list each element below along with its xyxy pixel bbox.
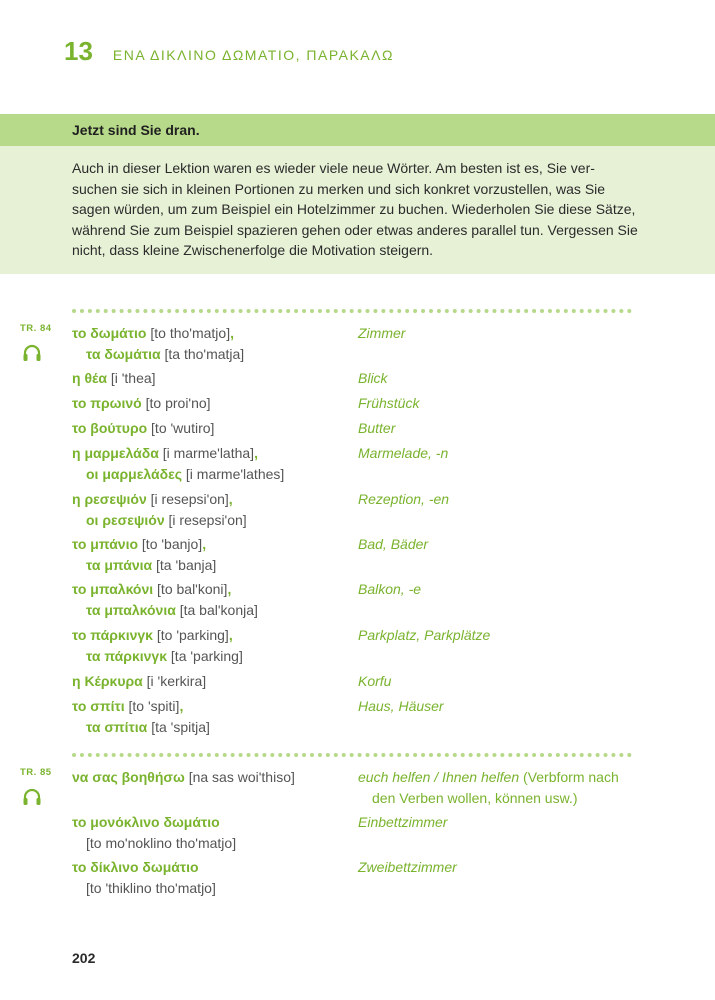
transcription: [to proi'no] [145,395,211,411]
german-translation [358,767,658,809]
info-box-text: Auch in dieser Lektion waren es wieder viele neue Wörter. Am besten ist es, Sie ver- suchen sie sich in kleinen Portionen zu merken und sich konkret vorzustellen, was Sie sagen würden, um zum Beispiel ein Hotelzimmer zu buchen. Wiederholen Sie diese Sätze, während Sie zum Beispiel spazieren gehen oder etwas anderes parallel tun. Vergessen Sie nicht, dass kleine Zwischenerfolge die Motivation steigern. [72,160,638,258]
greek-phrase: το μονόκλινο δωμάτιο [72,814,220,830]
chapter-title: ΕΝΑ ΔΙΚΛΙΝΟ ΔΩΜΑΤΙΟ, ΠΑΡΑΚΑΛΩ [112,47,394,63]
transcription: [to mo'noklino tho'matjo] [86,835,237,851]
german-translation: Korfu [358,673,392,689]
vocab-entry: η ρεσεψιόν [i resepsi'on], οι ρεσεψιόν [i resepsi'on] Rezeption, -en [72,491,450,528]
greek-phrase: το δίκλινο δωμάτιο [72,859,199,875]
german-translation: Butter [358,420,396,436]
greek-phrase: να σας βοηθήσω [72,769,185,785]
greek-plural: τα πάρκινγκ [86,648,168,664]
greek-plural: οι ρεσεψιόν [86,512,165,528]
chapter-header [64,36,394,67]
german-translation-note: (Verbform nach [523,769,619,785]
greek-word: το σπίτι [72,698,125,714]
vocab-entry [72,671,672,692]
greek-plural: τα μπαλκόνια [86,602,176,618]
greek-plural: τα μπάνια [86,557,153,573]
info-box-body [0,146,715,274]
dotted-divider [72,309,632,313]
info-box-header [0,114,715,146]
headphones-icon [22,344,42,362]
german-translation: Balkon, -e [358,581,422,597]
vocab-entry [72,857,672,899]
headphones-icon [22,788,42,806]
transcription: [i 'thea] [110,370,156,386]
transcription: [to bal'koni] [157,581,228,597]
greek-word: η μαρμελάδα [72,445,159,461]
german-translation: Zweibettzimmer [358,859,457,875]
transcription-plural: [ta 'spitja] [151,719,210,735]
transcription: [to tho'matjo] [150,325,231,341]
vocab-entry: το δωμάτιο [to tho'matjo], τα δωμάτια [ta tho'matja] Zimmer [72,325,406,362]
vocab-entry: το πάρκινγκ [to 'parking], τα πάρκινγκ [ta 'parking] Parkplatz, Parkplätze [72,627,491,664]
vocab-entry [72,418,672,439]
transcription: [i 'kerkira] [146,673,207,689]
transcription: [to 'parking] [156,627,229,643]
transcription-plural: [i marme'lathes] [185,466,285,482]
transcription: [i resepsi'on] [150,491,229,507]
vocab-entry [72,812,672,854]
track-label: TR. 84 [20,323,52,334]
transcription-plural: [ta 'parking] [170,648,243,664]
dotted-divider [72,753,632,757]
transcription: [to 'wutiro] [151,420,215,436]
transcription: [to 'banjo] [141,536,203,552]
vocab-entry: η μαρμελάδα [i marme'latha], οι μαρμελάδες [i marme'lathes] Marmelade, -n [72,445,449,482]
german-translation: Parkplatz, Parkplätze [358,627,491,643]
greek-word: η θέα [72,370,107,386]
greek-word: η ρεσεψιόν [72,491,147,507]
german-translation-italic: euch helfen / Ihnen helfen [358,769,520,785]
info-box-title: Jetzt sind Sie dran. [72,122,200,138]
chapter-number: 13 [64,36,93,66]
vocab-entry [72,393,672,414]
greek-word: το μπαλκόνι [72,581,154,597]
page-number: 202 [72,950,96,966]
german-translation: Rezeption, -en [358,491,450,507]
transcription-plural: [i resepsi'on] [168,512,247,528]
transcription: [to 'spiti] [128,698,180,714]
german-translation: Haus, Häuser [358,698,444,714]
transcription: [na sas woi'thiso] [188,769,295,785]
greek-word: η Κέρκυρα [72,673,143,689]
greek-word: το πάρκινγκ [72,627,153,643]
greek-plural: τα δωμάτια [86,346,161,362]
vocab-entry [72,368,672,389]
german-translation: Marmelade, -n [358,445,449,461]
greek-word: το δωμάτιο [72,325,147,341]
german-translation: Zimmer [358,325,406,341]
transcription-plural: [ta 'banja] [156,557,217,573]
vocab-entry [72,767,672,806]
german-translation: Bad, Bäder [358,536,429,552]
greek-word: το μπάνιο [72,536,139,552]
vocab-entry: το μπάνιο [to 'banjo], τα μπάνια [ta 'banja] Bad, Bäder [72,536,429,573]
greek-plural: οι μαρμελάδες [86,466,183,482]
greek-word: το βούτυρο [72,420,148,436]
vocab-entry: το σπίτι [to 'spiti], τα σπίτια [ta 'spitja] Haus, Häuser [72,698,444,735]
german-translation: Frühstück [358,395,420,411]
greek-word: το πρωινό [72,395,142,411]
track-label: TR. 85 [20,767,52,778]
german-translation: Blick [358,370,388,386]
vocab-entry: το μπαλκόνι [to bal'koni], τα μπαλκόνια [ta bal'konja] Balkon, -e [72,581,422,618]
transcription-plural: [ta bal'konja] [179,602,258,618]
transcription: [to 'thiklino tho'matjo] [86,880,216,896]
german-translation: Einbettzimmer [358,814,448,830]
transcription: [i marme'latha] [162,445,255,461]
greek-plural: τα σπίτια [86,719,148,735]
transcription-plural: [ta tho'matja] [164,346,245,362]
german-translation-note-cont: den Verben wollen, können usw.) [372,790,578,806]
